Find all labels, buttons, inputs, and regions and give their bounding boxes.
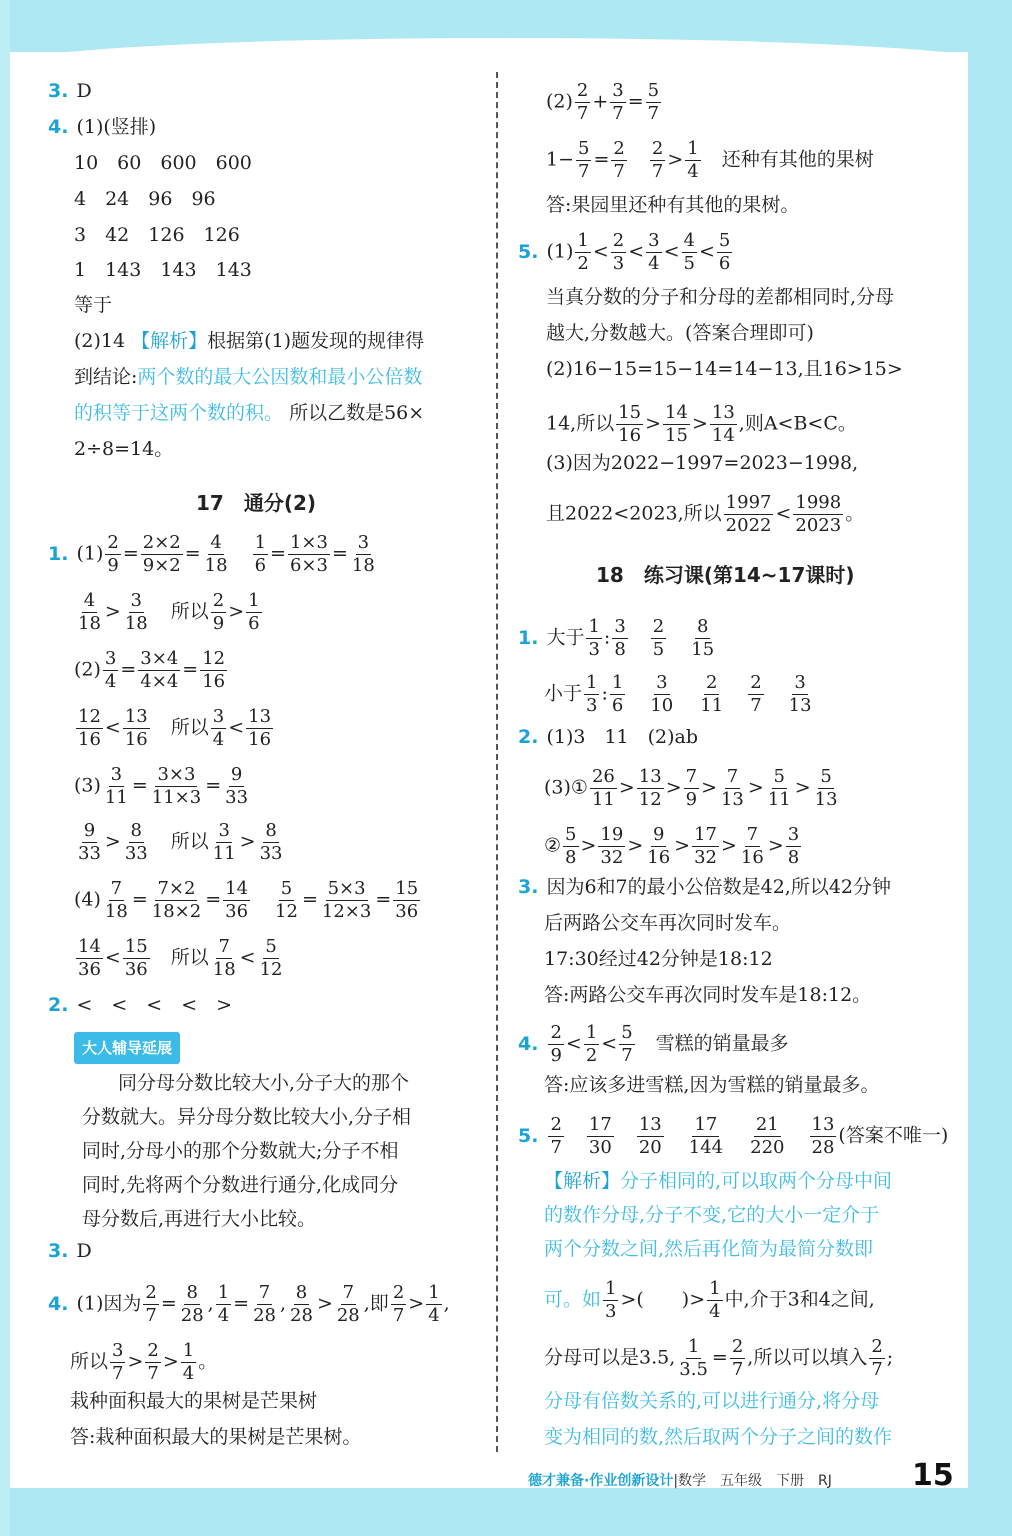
decorative-right-border xyxy=(968,0,1012,1536)
extension-badge: 大人辅导延展 xyxy=(74,1032,180,1064)
table-row: 4 24 96 96 xyxy=(74,188,216,210)
analysis-line: 的积等于这两个数的积。 所以乙数是56× xyxy=(74,402,425,424)
answer-4: 4. (1)(竖排) xyxy=(48,116,157,138)
analysis-line: (2)14 【解析】根据第(1)题发现的规律得 xyxy=(74,330,425,352)
table-row: 3 42 126 126 xyxy=(74,224,240,246)
answer-3: 3. D xyxy=(48,80,92,102)
answer-line: 答:应该多进雪糕,因为雪糕的销量最多。 xyxy=(544,1074,880,1096)
analysis-line: 分母有倍数关系的,可以进行通分,将分母 xyxy=(544,1390,880,1412)
text-line: 后两路公交车再次同时发车。 xyxy=(544,912,792,934)
section-title-17: 17 通分(2) xyxy=(196,491,317,515)
analysis-line: 变为相同的数,然后取两个分子之间的数作 xyxy=(544,1426,893,1448)
text-line: (3)因为2022−1997=2023−1998, xyxy=(546,452,859,474)
answer-r1: (2) $\frac{2}{7}$ + $\frac{3}{7}$ = $\frac{5}{7}$ xyxy=(546,80,660,124)
analysis-line: 到结论:两个数的最大公因数和最小公倍数 xyxy=(74,366,423,388)
exercise-3: 3. 因为6和7的最小公倍数是42,所以42分钟 xyxy=(518,876,892,898)
text-line: 等于 xyxy=(74,294,113,316)
analysis-line: 2÷8=14。 xyxy=(74,438,174,460)
answer-line: 答:果园里还种有其他的果树。 xyxy=(546,194,800,216)
answer-line: 答:栽种面积最大的果树是芒果树。 xyxy=(70,1426,362,1448)
analysis-line: 两个分数之间,然后再化简为最简分数即 xyxy=(544,1238,874,1260)
section-title-18: 18 练习课(第14~17课时) xyxy=(596,563,855,587)
text-line: 17:30经过42分钟是18:12 xyxy=(544,948,773,970)
extension-text: 分数就大。异分母分数比较大小,分子相 xyxy=(82,1106,412,1128)
answer-5: 5. (1) $\frac{1}{2}$ < $\frac{2}{3}$ < $\frac{3}{4}$ < $\frac{4}{5}$ < $\frac{5}{6}$ xyxy=(518,230,731,274)
exercise-1-1: 1. (1) $\frac{2}{9}$ = $\frac{2\times 2}{9\times 2}$ = $\frac{4}{18}$ $\frac{1}{6}$ = $\frac{1\times 3}{6\times 3}$ = $\frac{3}{18}$ xyxy=(48,532,375,576)
decorative-bottom-border xyxy=(0,1488,1012,1536)
exercise-1-greater: 1. 大于 $\frac{1}{3}$ : $\frac{3}{8}$ $\frac{2}{5}$ $\frac{8}{15}$ xyxy=(518,616,715,660)
extension-text: 同时,先将两个分数进行通分,化成同分 xyxy=(82,1174,399,1196)
analysis-line: 【解析】分子相同的,可以取两个分母中间 xyxy=(544,1170,893,1192)
exercise-3: 3. D xyxy=(48,1240,92,1262)
table-row: 10 60 600 600 xyxy=(74,152,252,174)
exercise-1-2-compare: $\frac{12}{16}$ < $\frac{13}{16}$ 所以 $\frac{3}{4}$ < $\frac{13}{16}$ xyxy=(78,706,272,750)
exercise-4-conclusion: 所以 $\frac{3}{7}$ > $\frac{2}{7}$ > $\frac{1}{4}$ 。 xyxy=(70,1340,218,1384)
table-row: 1 143 143 143 xyxy=(74,259,252,281)
extension-text: 同分母分数比较大小,分子大的那个 xyxy=(118,1072,410,1094)
exercise-2: 2. < < < < > xyxy=(48,994,233,1016)
exercise-1-3-compare: $\frac{9}{33}$ > $\frac{8}{33}$ 所以 $\frac{3}{11}$ > $\frac{8}{33}$ xyxy=(78,820,283,864)
answer-r2: 1− $\frac{5}{7}$ = $\frac{2}{7}$ $\frac{2}{7}$ > $\frac{1}{4}$ 还种有其他的果树 xyxy=(546,138,874,182)
exercise-2-3a: (3)① $\frac{26}{11}$ > $\frac{13}{12}$ > $\frac{7}{9}$ > $\frac{7}{13}$ > $\frac{5}{11}$ > $\frac{5}{13}$ xyxy=(544,766,838,810)
exercise-1-1-compare: $\frac{4}{18}$ > $\frac{3}{18}$ 所以 $\frac{2}{9}$ > $\frac{1}{6}$ xyxy=(78,590,260,634)
decorative-top-border xyxy=(0,0,1012,52)
text-line: 14,所以 $\frac{15}{16}$ > $\frac{14}{15}$ > $\frac{13}{14}$ ,则A<B<C。 xyxy=(546,402,857,446)
extension-text: 母分数后,再进行大小比较。 xyxy=(82,1208,317,1230)
exercise-5: 5. $\frac{2}{7}$ $\frac{17}{30}$ $\frac{13}{20}$ $\frac{17}{144}$ $\frac{21}{220}$ $\frac{13}{28}$ (答案不唯一) xyxy=(518,1114,949,1158)
exercise-2-3b: ② $\frac{5}{8}$ > $\frac{19}{32}$ > $\frac{9}{16}$ > $\frac{17}{32}$ > $\frac{7}{16}$ > $\frac{3}{8}$ xyxy=(544,824,800,868)
text-line: (2)16−15=15−14=14−13,且16>15> xyxy=(546,358,903,380)
decorative-left-border xyxy=(0,0,10,1536)
extension-text: 同时,分母小的那个分数就大;分子不相 xyxy=(82,1140,399,1162)
answer-line: 答:两路公交车再次同时发车是18:12。 xyxy=(544,984,872,1006)
text-line: 当真分数的分子和分母的差都相同时,分母 xyxy=(546,286,895,308)
exercise-4: 4. $\frac{2}{9}$ < $\frac{1}{2}$ < $\frac{5}{7}$ 雪糕的销量最多 xyxy=(518,1022,789,1066)
page-number: 15 xyxy=(912,1458,954,1493)
text-line: 越大,分数越大。(答案合理即可) xyxy=(546,322,814,344)
text-line: 栽种面积最大的果树是芒果树 xyxy=(70,1390,318,1412)
exercise-1-4: (4) $\frac{7}{18}$ = $\frac{7\times 2}{18\times 2}$ = $\frac{14}{36}$ $\frac{5}{12}$ = $\frac{5\times 3}{12\times 3}$ = $\frac{15}{36}$ xyxy=(74,878,419,922)
column-divider xyxy=(496,72,498,1452)
exercise-1-4-compare: $\frac{14}{36}$ < $\frac{15}{36}$ 所以 $\frac{7}{18}$ < $\frac{5}{12}$ xyxy=(78,936,283,980)
text-line: 且2022<2023,所以 $\frac{1997}{2022}$ < $\frac{1998}{2023}$ 。 xyxy=(546,492,865,536)
page-footer: 德才兼备·作业创新设计|数学 五年级 下册 RJ xyxy=(528,1473,832,1489)
exercise-1-2: (2) $\frac{3}{4}$ = $\frac{3\times 4}{4\times 4}$ = $\frac{12}{16}$ xyxy=(74,648,226,692)
exercise-4: 4. (1)因为 $\frac{2}{7}$ = $\frac{8}{28}$ , $\frac{1}{4}$ = $\frac{7}{28}$ , $\frac{8}{28}$ > $\frac{7}{28}$ ,即 $\frac{2}{7}$ > $\frac{1}{4}$ , xyxy=(48,1282,450,1326)
analysis-line: 的数作分母,分子不变,它的大小一定介于 xyxy=(544,1204,880,1226)
analysis-line: 可。如 $\frac{1}{3}$ >( )> $\frac{1}{4}$ 中,介于3和4之间, xyxy=(544,1278,875,1322)
exercise-1-less: 小于 $\frac{1}{3}$ : $\frac{1}{6}$ $\frac{3}{10}$ $\frac{2}{11}$ $\frac{2}{7}$ $\frac{3}{13}$ xyxy=(544,672,812,716)
exercise-1-3: (3) $\frac{3}{11}$ = $\frac{3\times 3}{11\times 3}$ = $\frac{9}{33}$ xyxy=(74,764,249,808)
analysis-line: 分母可以是3.5, $\frac{1}{3.5}$ = $\frac{2}{7}$ ,所以可以填入 $\frac{2}{7}$ ; xyxy=(544,1336,894,1380)
exercise-2: 2. (1)3 11 (2)ab xyxy=(518,726,699,748)
